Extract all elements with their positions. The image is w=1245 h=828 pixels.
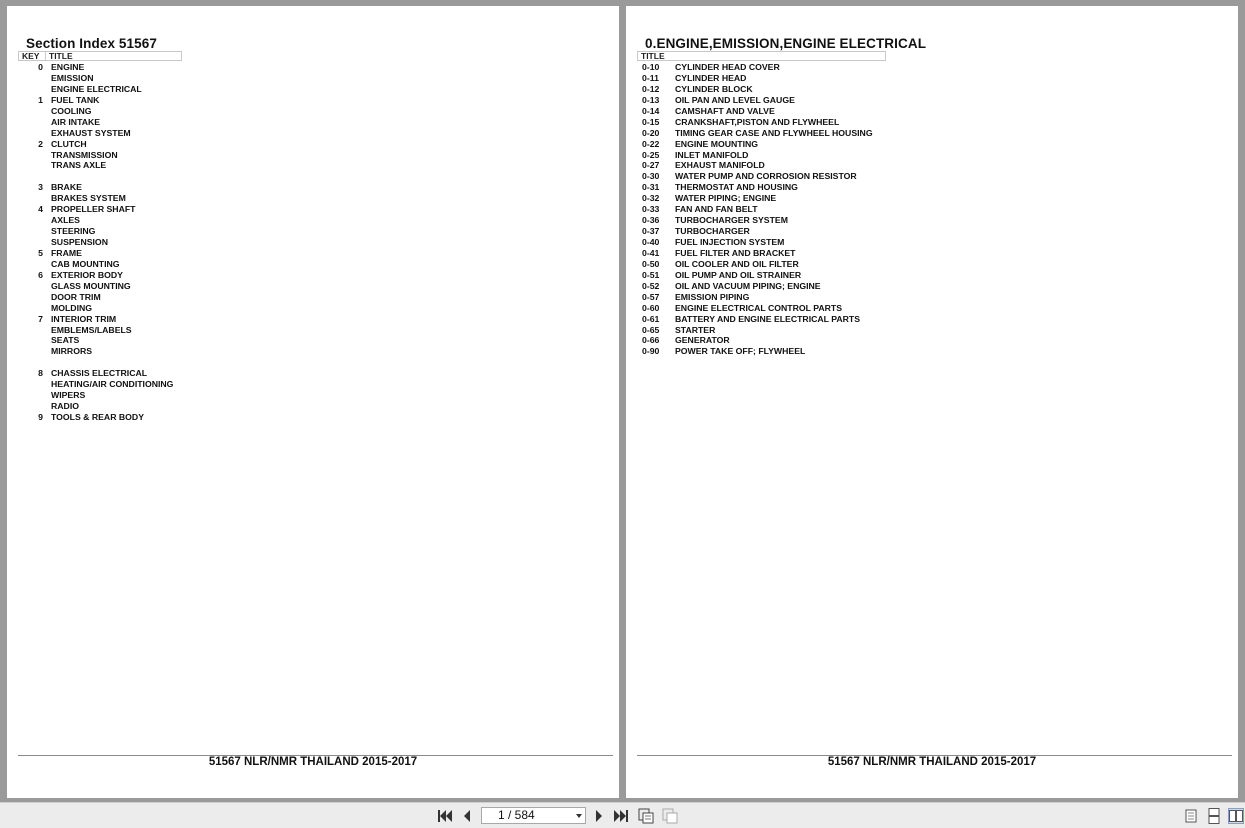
item-key: 0-13 <box>642 94 660 105</box>
item-title: EMBLEMS/LABELS <box>51 324 132 335</box>
item-title: CYLINDER BLOCK <box>675 83 753 94</box>
item-key: 0-33 <box>642 204 660 215</box>
item-key: 0-12 <box>642 83 660 94</box>
item-title: COOLING <box>51 105 92 116</box>
item-title: CRANKSHAFT,PISTON AND FLYWHEEL <box>675 116 840 127</box>
item-key: 0-15 <box>642 116 660 127</box>
item-title: HEATING/AIR CONDITIONING <box>51 379 174 390</box>
item-title: TURBOCHARGER SYSTEM <box>675 215 788 226</box>
item-title: CAB MOUNTING <box>51 258 120 269</box>
item-title: FRAME <box>51 247 82 258</box>
page-indicator: 1 / 584 <box>498 808 535 822</box>
item-title: CHASSIS ELECTRICAL <box>51 368 148 379</box>
item-title: BRAKE <box>51 182 82 193</box>
fit-page-icon[interactable] <box>638 808 654 824</box>
item-key: 0-57 <box>642 291 660 302</box>
item-title: INTERIOR TRIM <box>51 313 117 324</box>
item-title: CAMSHAFT AND VALVE <box>675 105 775 116</box>
previous-page-icon[interactable] <box>459 808 475 824</box>
item-key: 0-25 <box>642 149 660 160</box>
item-title: MOLDING <box>51 302 93 313</box>
pdf-page-right <box>626 6 1238 798</box>
item-title: SUSPENSION <box>51 237 108 247</box>
item-title: DOOR TRIM <box>51 291 101 302</box>
title-column-header: TITLE <box>49 51 73 61</box>
item-title: RADIO <box>51 401 79 412</box>
item-title: ENGINE ELECTRICAL CONTROL PARTS <box>675 302 842 313</box>
last-page-icon[interactable] <box>613 808 629 824</box>
item-key: 0-31 <box>642 182 660 193</box>
item-key: 0-60 <box>642 302 660 313</box>
item-title: GENERATOR <box>675 335 730 346</box>
single-page-view-icon[interactable] <box>1183 808 1199 824</box>
item-key: 0-14 <box>642 105 660 116</box>
item-title: FUEL FILTER AND BRACKET <box>675 247 796 258</box>
item-key: 9 <box>38 412 43 422</box>
next-page-icon[interactable] <box>591 808 607 824</box>
item-key: 0-52 <box>642 280 660 291</box>
item-title: EXHAUST SYSTEM <box>51 127 131 138</box>
item-title: INLET MANIFOLD <box>675 149 749 160</box>
first-page-icon[interactable] <box>437 808 453 824</box>
item-key: 0-40 <box>642 237 660 247</box>
item-title: WIPERS <box>51 390 86 401</box>
two-page-view-icon[interactable] <box>1228 808 1244 824</box>
item-key: 0-10 <box>642 62 660 72</box>
item-title: CYLINDER HEAD <box>675 72 747 83</box>
page-footer: 51567 NLR/NMR THAILAND 2015-2017 <box>827 756 1037 768</box>
pdf-page-left <box>7 6 619 798</box>
item-title: CLUTCH <box>51 138 87 149</box>
item-title: FAN AND FAN BELT <box>675 204 758 215</box>
item-title: POWER TAKE OFF; FLYWHEEL <box>675 346 806 357</box>
item-title: GLASS MOUNTING <box>51 280 131 291</box>
item-key: 0-51 <box>642 269 660 280</box>
page-footer: 51567 NLR/NMR THAILAND 2015-2017 <box>208 756 418 768</box>
item-title: STARTER <box>675 324 716 335</box>
section-index-title: Section Index 51567 <box>26 36 157 51</box>
page-number-select[interactable] <box>481 807 586 824</box>
item-key: 0-61 <box>642 313 660 324</box>
item-title: TRANSMISSION <box>51 149 118 160</box>
item-title: BRAKES SYSTEM <box>51 193 126 204</box>
item-title: FUEL INJECTION SYSTEM <box>675 237 785 247</box>
item-title: OIL COOLER AND OIL FILTER <box>675 258 799 269</box>
item-key: 0-37 <box>642 226 660 237</box>
item-title: OIL PUMP AND OIL STRAINER <box>675 269 802 280</box>
continuous-view-icon[interactable] <box>1206 808 1222 824</box>
item-title: SEATS <box>51 335 80 346</box>
item-key: 5 <box>38 247 43 258</box>
item-title: TURBOCHARGER <box>675 226 750 237</box>
item-title: OIL AND VACUUM PIPING; ENGINE <box>675 280 821 291</box>
item-title: ENGINE <box>51 62 85 72</box>
item-title: ENGINE MOUNTING <box>675 138 759 149</box>
chevron-down-icon <box>576 814 582 818</box>
item-title: BATTERY AND ENGINE ELECTRICAL PARTS <box>675 313 861 324</box>
table-header <box>18 51 182 61</box>
item-key: 0-65 <box>642 324 660 335</box>
item-key: 0-22 <box>642 138 660 149</box>
item-key: 8 <box>38 368 43 379</box>
item-key: 0-20 <box>642 127 660 138</box>
item-key: 0-41 <box>642 247 660 258</box>
item-key: 0-30 <box>642 171 660 182</box>
item-key: 0-32 <box>642 193 660 204</box>
item-key: 0 <box>38 62 43 72</box>
item-title: MIRRORS <box>51 346 93 357</box>
item-title: THERMOSTAT AND HOUSING <box>675 182 798 193</box>
item-title: EXTERIOR BODY <box>51 269 123 280</box>
item-title: CYLINDER HEAD COVER <box>675 62 780 72</box>
item-title: OIL PAN AND LEVEL GAUGE <box>675 94 795 105</box>
title-column-header: TITLE <box>641 51 665 61</box>
item-key: 0-36 <box>642 215 660 226</box>
item-title: WATER PIPING; ENGINE <box>675 193 777 204</box>
item-title: FUEL TANK <box>51 94 100 105</box>
table-header <box>637 51 886 61</box>
item-title: TRANS AXLE <box>51 160 107 171</box>
item-title: TIMING GEAR CASE AND FLYWHEEL HOUSING <box>675 127 873 138</box>
group-title: 0.ENGINE,EMISSION,ENGINE ELECTRICAL <box>645 36 927 51</box>
item-key: 0-66 <box>642 335 660 346</box>
item-key: 0-11 <box>642 72 659 83</box>
item-key: 0-90 <box>642 346 660 357</box>
item-title: WATER PUMP AND CORROSION RESISTOR <box>675 171 857 182</box>
item-title: EMISSION PIPING <box>675 291 750 302</box>
fit-width-icon[interactable] <box>662 808 678 824</box>
item-title: AIR INTAKE <box>51 116 101 127</box>
item-title: EXHAUST MANIFOLD <box>675 160 765 171</box>
item-title: PROPELLER SHAFT <box>51 204 136 215</box>
item-key: 6 <box>38 269 43 280</box>
item-title: TOOLS & REAR BODY <box>51 412 144 422</box>
item-key: 7 <box>38 313 43 324</box>
item-key: 1 <box>38 94 43 105</box>
item-key: 4 <box>38 204 43 215</box>
item-title: STEERING <box>51 226 96 237</box>
viewer-toolbar <box>0 802 1245 828</box>
item-title: ENGINE ELECTRICAL <box>51 83 142 94</box>
item-title: EMISSION <box>51 72 94 83</box>
key-column-header: KEY <box>22 51 40 61</box>
item-title: AXLES <box>51 215 80 226</box>
item-key: 0-50 <box>642 258 660 269</box>
item-key: 2 <box>38 138 43 149</box>
item-key: 0-27 <box>642 160 660 171</box>
item-key: 3 <box>38 182 43 193</box>
